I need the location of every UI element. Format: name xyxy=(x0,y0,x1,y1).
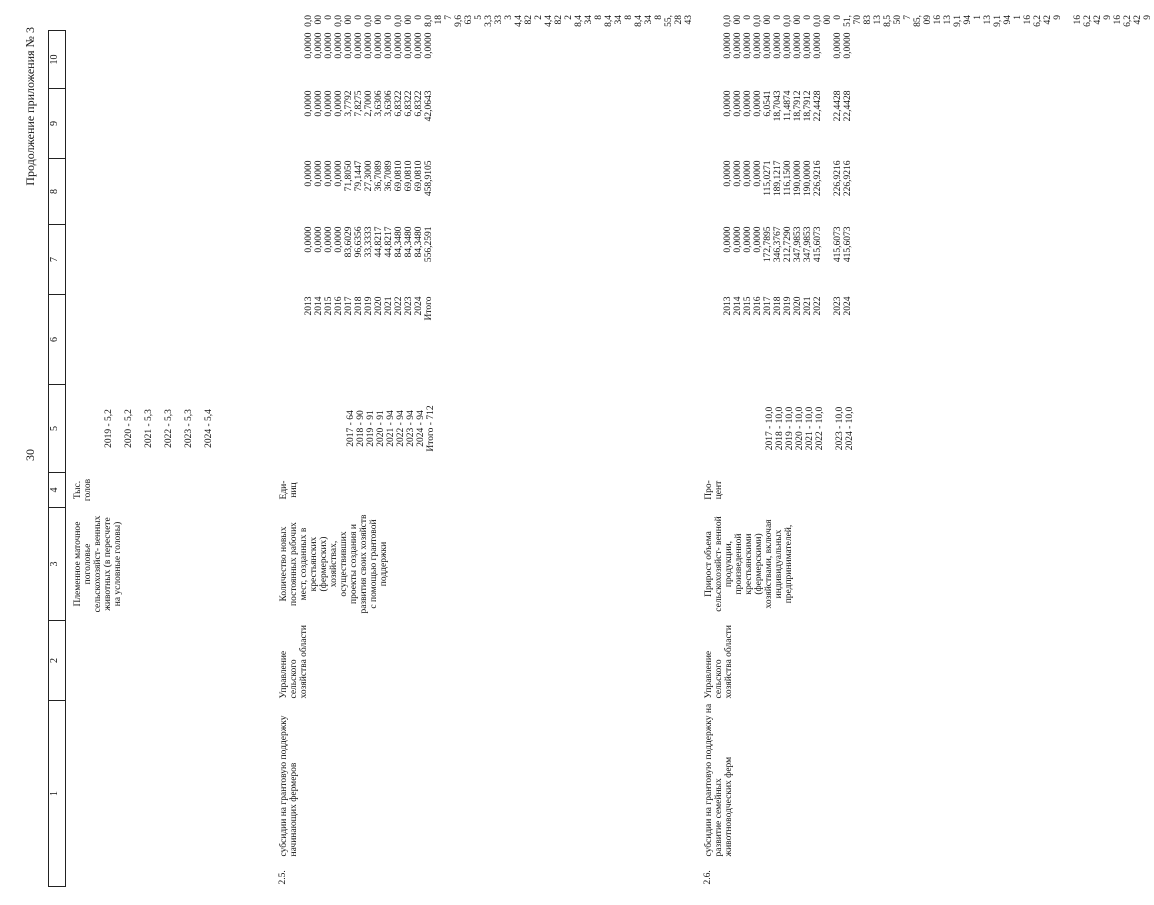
col-header-1: 1 xyxy=(49,701,66,887)
funding-federal-column: 0,0000 0,0000 0,0000 0,0000 71,8050 79,1447 27,3000 36,7089 36,7089 69,0810 69,0810 69,0810 458,9105 xyxy=(304,160,434,197)
funding-other-column: 0,0000 0,0000 0,0000 0,0000 8,0187 9,6635 3,3333 4,4822 4,4822 8,4348 8,4348 8,4348 55,2843 xyxy=(304,15,694,27)
col-header-6: 6 xyxy=(49,295,66,385)
funding-regional-column: 0,0000 0,0000 0,0000 0,0000 3,7792 7,8275 2,7000 3,6306 3,6306 6,8322 6,8322 6,8322 42,0643 xyxy=(304,90,434,122)
row-number: 2.5. xyxy=(278,870,288,885)
col-header-2: 2 xyxy=(49,621,66,701)
measure-name: субсидии на грантовую поддержку на развитие семейных животноводческих ферм xyxy=(704,703,734,857)
program-table xyxy=(48,13,1154,887)
col-header-3: 3 xyxy=(49,508,66,621)
row-number xyxy=(66,859,239,887)
continuation-title: Продолжение приложения № 3 xyxy=(23,27,37,186)
funding-regional-column: 0,0000 0,0000 0,0000 0,0000 6,0541 18,7043 11,4874 18,7912 18,7912 22,4428 22,4428 22,4428 xyxy=(723,90,853,122)
target-values: 2019 - 5,2 2020 - 5,2 2021 - 5,3 2022 - 5,3 2023 - 5,3 2024 - 5,4 xyxy=(104,409,214,448)
col-header-8: 8 xyxy=(49,159,66,225)
col-header-9: 9 xyxy=(49,89,66,159)
row-number: 2.6. xyxy=(703,870,713,885)
indicator-text: Количество новых постоянных рабочих мест, созданных в крестьянских (фермерских) хозяйствах, осуществивших проекты создания и развития своих хозяйств с помощью грантовой поддержки xyxy=(279,514,389,614)
table-row xyxy=(66,13,239,887)
measure-name xyxy=(66,701,239,859)
col-header-10: 10 xyxy=(49,31,66,89)
funding-other-column: 0,0000 0,0000 0,0000 0,0000 51,7083 138,5507 85,0916 139,1941 139,1941 166,2429 166,2429 166,2429 xyxy=(723,15,1153,27)
funding-local-column: 0,0000 0,0000 0,0000 0,0000 0,0000 0,0000 0,0000 0,0000 0,0000 0,0000 0,0000 0,0000 xyxy=(723,32,853,59)
target-values: 2017 - 64 2018 - 90 2019 - 91 2020 - 91 2021 - 94 2022 - 94 2023 - 94 2024 - 94 Итого - 712 xyxy=(346,405,436,452)
table-row xyxy=(695,13,1154,887)
funding-federal-column: 0,0000 0,0000 0,0000 0,0000 115,0271 189,1217 116,1500 190,0000 190,0000 226,9216 226,9216 226,9216 xyxy=(723,160,853,197)
col-header-5: 5 xyxy=(49,385,66,473)
measure-name: субсидии на грантовую поддержку начинающих фермеров xyxy=(279,715,299,857)
col-header-4: 4 xyxy=(49,473,66,508)
funding-local-column: 0,0000 0,0000 0,0000 0,0000 0,0000 0,0000 0,0000 0,0000 0,0000 0,0000 0,0000 0,0000 0,0000 xyxy=(304,32,434,59)
target-values: 2017 - 10,0 2018 - 10,0 2019 - 10,0 2020 - 10,0 2021 - 10,0 2022 - 10,0 2023 - 10,0 2024 - 10,0 xyxy=(765,406,855,451)
table-row xyxy=(238,13,695,887)
funding-total-column: 0,0000 0,0000 0,0000 0,0000 83,6029 96,6356 33,3333 44,8217 44,8217 84,3480 84,3480 84,3480 556,2591 xyxy=(304,226,434,263)
unit: Про- цент xyxy=(704,480,724,500)
indicator-text: Прирост объема сельскохозяйст- венной продукции, произведенной крестьянскими (фермерскими) хозяйствами, включая индивидуальных предпринимателей, xyxy=(704,516,794,612)
executor: Управление сельского хозяйства области xyxy=(704,625,734,699)
col-header-7: 7 xyxy=(49,225,66,295)
executor: Управление сельского хозяйства области xyxy=(279,625,309,699)
indicator-text: Племенное маточное поголовье сельскохозяйст- венных животных (в пересчете на условные головы) xyxy=(73,515,123,613)
unit: Тыс. голов xyxy=(73,478,93,502)
page-number: 30 xyxy=(23,449,37,461)
rotated-sheet xyxy=(15,13,1153,893)
unit: Еди- ниц xyxy=(279,480,299,500)
column-numbers-row xyxy=(49,13,66,887)
year-column: 2013 2014 2015 2016 2017 2018 2019 2020 2021 2022 2023 2024 Итого xyxy=(304,296,434,321)
year-column: 2013 2014 2015 2016 2017 2018 2019 2020 2021 2022 2023 2024 xyxy=(723,296,853,316)
executor xyxy=(66,621,239,701)
funding-total-column: 0,0000 0,0000 0,0000 0,0000 172,7895 346,3767 212,7290 347,9853 347,9853 415,6073 415,6073 415,6073 xyxy=(723,226,853,263)
